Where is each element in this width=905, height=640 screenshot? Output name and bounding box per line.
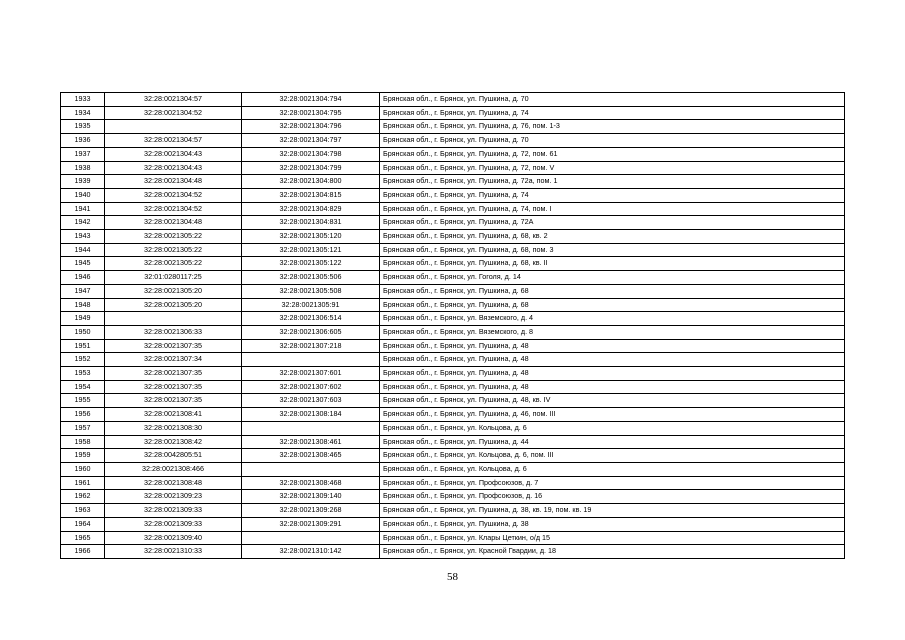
parcel-cadastral-number-cell: 32:28:0021307:35 bbox=[105, 367, 242, 381]
parcel-cadastral-number-cell: 32:28:0021308:30 bbox=[105, 421, 242, 435]
row-number-cell: 1953 bbox=[61, 367, 105, 381]
address-cell: Брянская обл., г. Брянск, ул. Пушкина, д. 46, пом. III bbox=[380, 408, 845, 422]
table-row bbox=[61, 421, 845, 435]
table-row bbox=[61, 408, 845, 422]
parcel-cadastral-number-cell: 32:28:0021309:40 bbox=[105, 531, 242, 545]
address-cell: Брянская обл., г. Брянск, ул. Пушкина, д. 68, кв. II bbox=[380, 257, 845, 271]
address-cell: Брянская обл., г. Брянск, ул. Пушкина, д. 72, пом. V bbox=[380, 161, 845, 175]
row-number-cell: 1943 bbox=[61, 230, 105, 244]
row-number-cell: 1935 bbox=[61, 120, 105, 134]
row-number-cell: 1936 bbox=[61, 134, 105, 148]
parcel-cadastral-number-cell: 32:28:0021307:35 bbox=[105, 394, 242, 408]
address-cell: Брянская обл., г. Брянск, ул. Вяземского, д. 4 bbox=[380, 312, 845, 326]
table-row bbox=[61, 339, 845, 353]
row-number-cell: 1963 bbox=[61, 504, 105, 518]
parcel-cadastral-number-cell: 32:28:0021305:20 bbox=[105, 298, 242, 312]
address-cell: Брянская обл., г. Брянск, ул. Пушкина, д. 38 bbox=[380, 517, 845, 531]
object-cadastral-number-cell: 32:28:0021305:506 bbox=[242, 271, 380, 285]
parcel-cadastral-number-cell: 32:28:0021304:57 bbox=[105, 134, 242, 148]
parcel-cadastral-number-cell: 32:28:0021309:23 bbox=[105, 490, 242, 504]
address-cell: Брянская обл., г. Брянск, ул. Пушкина, д. 48 bbox=[380, 339, 845, 353]
table-row bbox=[61, 312, 845, 326]
object-cadastral-number-cell: 32:28:0021307:218 bbox=[242, 339, 380, 353]
object-cadastral-number-cell: 32:28:0021304:795 bbox=[242, 106, 380, 120]
address-cell: Брянская обл., г. Брянск, ул. Вяземского, д. 8 bbox=[380, 325, 845, 339]
row-number-cell: 1952 bbox=[61, 353, 105, 367]
table-row bbox=[61, 298, 845, 312]
address-cell: Брянская обл., г. Брянск, ул. Пушкина, д. 74 bbox=[380, 188, 845, 202]
address-cell: Брянская обл., г. Брянск, ул. Пушкина, д. 48 bbox=[380, 367, 845, 381]
row-number-cell: 1937 bbox=[61, 147, 105, 161]
row-number-cell: 1960 bbox=[61, 462, 105, 476]
address-cell: Брянская обл., г. Брянск, ул. Пушкина, д. 72, пом. 61 bbox=[380, 147, 845, 161]
address-cell: Брянская обл., г. Брянск, ул. Пушкина, д. 74 bbox=[380, 106, 845, 120]
object-cadastral-number-cell: 32:28:0021304:799 bbox=[242, 161, 380, 175]
object-cadastral-number-cell: 32:28:0021304:800 bbox=[242, 175, 380, 189]
address-cell: Брянская обл., г. Брянск, ул. Гоголя, д. 14 bbox=[380, 271, 845, 285]
object-cadastral-number-cell: 32:28:0021304:798 bbox=[242, 147, 380, 161]
object-cadastral-number-cell: 32:28:0021306:514 bbox=[242, 312, 380, 326]
table-row bbox=[61, 476, 845, 490]
row-number-cell: 1939 bbox=[61, 175, 105, 189]
object-cadastral-number-cell bbox=[242, 462, 380, 476]
address-cell: Брянская обл., г. Брянск, ул. Пушкина, д. 68, кв. 2 bbox=[380, 230, 845, 244]
row-number-cell: 1934 bbox=[61, 106, 105, 120]
row-number-cell: 1949 bbox=[61, 312, 105, 326]
row-number-cell: 1958 bbox=[61, 435, 105, 449]
address-cell: Брянская обл., г. Брянск, ул. Кольцова, д. 6 bbox=[380, 462, 845, 476]
parcel-cadastral-number-cell: 32:28:0021309:33 bbox=[105, 517, 242, 531]
object-cadastral-number-cell: 32:28:0021307:603 bbox=[242, 394, 380, 408]
row-number-cell: 1940 bbox=[61, 188, 105, 202]
object-cadastral-number-cell bbox=[242, 353, 380, 367]
table-row bbox=[61, 325, 845, 339]
table-row bbox=[61, 380, 845, 394]
object-cadastral-number-cell: 32:28:0021308:461 bbox=[242, 435, 380, 449]
object-cadastral-number-cell: 32:28:0021304:796 bbox=[242, 120, 380, 134]
table-row bbox=[61, 504, 845, 518]
parcel-cadastral-number-cell: 32:28:0042805:51 bbox=[105, 449, 242, 463]
row-number-cell: 1938 bbox=[61, 161, 105, 175]
table-row bbox=[61, 271, 845, 285]
address-cell: Брянская обл., г. Брянск, ул. Пушкина, д. 48 bbox=[380, 353, 845, 367]
row-number-cell: 1964 bbox=[61, 517, 105, 531]
table-row bbox=[61, 106, 845, 120]
parcel-cadastral-number-cell: 32:28:0021304:52 bbox=[105, 106, 242, 120]
object-cadastral-number-cell: 32:28:0021308:184 bbox=[242, 408, 380, 422]
table-row bbox=[61, 188, 845, 202]
parcel-cadastral-number-cell: 32:28:0021306:33 bbox=[105, 325, 242, 339]
table-body bbox=[61, 93, 845, 559]
object-cadastral-number-cell: 32:28:0021304:794 bbox=[242, 93, 380, 107]
address-cell: Брянская обл., г. Брянск, ул. Красной Гвардии, д. 18 bbox=[380, 545, 845, 559]
table-row bbox=[61, 394, 845, 408]
row-number-cell: 1966 bbox=[61, 545, 105, 559]
row-number-cell: 1957 bbox=[61, 421, 105, 435]
address-cell: Брянская обл., г. Брянск, ул. Пушкина, д. 74, пом. I bbox=[380, 202, 845, 216]
table-row bbox=[61, 490, 845, 504]
row-number-cell: 1945 bbox=[61, 257, 105, 271]
parcel-cadastral-number-cell: 32:28:0021304:48 bbox=[105, 175, 242, 189]
address-cell: Брянская обл., г. Брянск, ул. Пушкина, д. 76, пом. 1-3 bbox=[380, 120, 845, 134]
property-registry-table bbox=[60, 92, 845, 559]
object-cadastral-number-cell: 32:28:0021305:121 bbox=[242, 243, 380, 257]
table-row bbox=[61, 120, 845, 134]
table-row bbox=[61, 202, 845, 216]
parcel-cadastral-number-cell: 32:28:0021307:34 bbox=[105, 353, 242, 367]
row-number-cell: 1965 bbox=[61, 531, 105, 545]
row-number-cell: 1933 bbox=[61, 93, 105, 107]
address-cell: Брянская обл., г. Брянск, ул. Пушкина, д. 48 bbox=[380, 380, 845, 394]
object-cadastral-number-cell: 32:28:0021308:468 bbox=[242, 476, 380, 490]
row-number-cell: 1954 bbox=[61, 380, 105, 394]
page-number: 58 bbox=[447, 571, 458, 583]
object-cadastral-number-cell: 32:28:0021305:120 bbox=[242, 230, 380, 244]
address-cell: Брянская обл., г. Брянск, ул. Пушкина, д. 68 bbox=[380, 284, 845, 298]
object-cadastral-number-cell: 32:28:0021305:508 bbox=[242, 284, 380, 298]
table-row bbox=[61, 462, 845, 476]
parcel-cadastral-number-cell: 32:01:0280117:25 bbox=[105, 271, 242, 285]
row-number-cell: 1947 bbox=[61, 284, 105, 298]
table-row bbox=[61, 243, 845, 257]
object-cadastral-number-cell bbox=[242, 531, 380, 545]
address-cell: Брянская обл., г. Брянск, ул. Пушкина, д. 72А bbox=[380, 216, 845, 230]
parcel-cadastral-number-cell: 32:28:0021304:57 bbox=[105, 93, 242, 107]
object-cadastral-number-cell: 32:28:0021306:605 bbox=[242, 325, 380, 339]
object-cadastral-number-cell: 32:28:0021307:602 bbox=[242, 380, 380, 394]
row-number-cell: 1942 bbox=[61, 216, 105, 230]
row-number-cell: 1946 bbox=[61, 271, 105, 285]
table-row bbox=[61, 545, 845, 559]
table-row bbox=[61, 147, 845, 161]
object-cadastral-number-cell: 32:28:0021305:91 bbox=[242, 298, 380, 312]
object-cadastral-number-cell: 32:28:0021310:142 bbox=[242, 545, 380, 559]
table-row bbox=[61, 216, 845, 230]
address-cell: Брянская обл., г. Брянск, ул. Пушкина, д. 70 bbox=[380, 93, 845, 107]
parcel-cadastral-number-cell bbox=[105, 312, 242, 326]
table-row bbox=[61, 353, 845, 367]
table-row bbox=[61, 284, 845, 298]
table-row bbox=[61, 134, 845, 148]
parcel-cadastral-number-cell: 32:28:0021307:35 bbox=[105, 339, 242, 353]
object-cadastral-number-cell: 32:28:0021304:831 bbox=[242, 216, 380, 230]
address-cell: Брянская обл., г. Брянск, ул. Пушкина, д. 48, кв. IV bbox=[380, 394, 845, 408]
parcel-cadastral-number-cell: 32:28:0021304:43 bbox=[105, 161, 242, 175]
address-cell: Брянская обл., г. Брянск, ул. Пушкина, д. 44 bbox=[380, 435, 845, 449]
table-row bbox=[61, 257, 845, 271]
parcel-cadastral-number-cell: 32:28:0021308:48 bbox=[105, 476, 242, 490]
row-number-cell: 1955 bbox=[61, 394, 105, 408]
table-row bbox=[61, 175, 845, 189]
object-cadastral-number-cell: 32:28:0021309:291 bbox=[242, 517, 380, 531]
row-number-cell: 1948 bbox=[61, 298, 105, 312]
row-number-cell: 1941 bbox=[61, 202, 105, 216]
object-cadastral-number-cell: 32:28:0021309:268 bbox=[242, 504, 380, 518]
address-cell: Брянская обл., г. Брянск, ул. Клары Цеткин, о/д 15 bbox=[380, 531, 845, 545]
address-cell: Брянская обл., г. Брянск, ул. Кольцова, д. 6, пом. III bbox=[380, 449, 845, 463]
table-row bbox=[61, 161, 845, 175]
parcel-cadastral-number-cell: 32:28:0021308:42 bbox=[105, 435, 242, 449]
address-cell: Брянская обл., г. Брянск, ул. Пушкина, д. 72а, пом. 1 bbox=[380, 175, 845, 189]
object-cadastral-number-cell: 32:28:0021304:829 bbox=[242, 202, 380, 216]
address-cell: Брянская обл., г. Брянск, ул. Профсоюзов, д. 16 bbox=[380, 490, 845, 504]
table-row bbox=[61, 449, 845, 463]
address-cell: Брянская обл., г. Брянск, ул. Кольцова, д. 6 bbox=[380, 421, 845, 435]
parcel-cadastral-number-cell: 32:28:0021305:22 bbox=[105, 243, 242, 257]
parcel-cadastral-number-cell: 32:28:0021309:33 bbox=[105, 504, 242, 518]
parcel-cadastral-number-cell: 32:28:0021305:22 bbox=[105, 230, 242, 244]
row-number-cell: 1961 bbox=[61, 476, 105, 490]
row-number-cell: 1950 bbox=[61, 325, 105, 339]
object-cadastral-number-cell: 32:28:0021305:122 bbox=[242, 257, 380, 271]
address-cell: Брянская обл., г. Брянск, ул. Пушкина, д. 38, кв. 19, пом. кв. 19 bbox=[380, 504, 845, 518]
address-cell: Брянская обл., г. Брянск, ул. Пушкина, д. 68 bbox=[380, 298, 845, 312]
parcel-cadastral-number-cell: 32:28:0021304:52 bbox=[105, 188, 242, 202]
table-row bbox=[61, 93, 845, 107]
parcel-cadastral-number-cell: 32:28:0021308:466 bbox=[105, 462, 242, 476]
row-number-cell: 1951 bbox=[61, 339, 105, 353]
object-cadastral-number-cell: 32:28:0021307:601 bbox=[242, 367, 380, 381]
table-row bbox=[61, 531, 845, 545]
address-cell: Брянская обл., г. Брянск, ул. Пушкина, д. 70 bbox=[380, 134, 845, 148]
table-row bbox=[61, 435, 845, 449]
parcel-cadastral-number-cell: 32:28:0021310:33 bbox=[105, 545, 242, 559]
parcel-cadastral-number-cell: 32:28:0021305:20 bbox=[105, 284, 242, 298]
table-row bbox=[61, 230, 845, 244]
row-number-cell: 1962 bbox=[61, 490, 105, 504]
table-row bbox=[61, 367, 845, 381]
address-cell: Брянская обл., г. Брянск, ул. Пушкина, д. 68, пом. 3 bbox=[380, 243, 845, 257]
parcel-cadastral-number-cell: 32:28:0021304:48 bbox=[105, 216, 242, 230]
parcel-cadastral-number-cell: 32:28:0021305:22 bbox=[105, 257, 242, 271]
row-number-cell: 1956 bbox=[61, 408, 105, 422]
parcel-cadastral-number-cell: 32:28:0021304:43 bbox=[105, 147, 242, 161]
address-cell: Брянская обл., г. Брянск, ул. Профсоюзов, д. 7 bbox=[380, 476, 845, 490]
parcel-cadastral-number-cell: 32:28:0021307:35 bbox=[105, 380, 242, 394]
parcel-cadastral-number-cell bbox=[105, 120, 242, 134]
table-row bbox=[61, 517, 845, 531]
object-cadastral-number-cell: 32:28:0021308:465 bbox=[242, 449, 380, 463]
row-number-cell: 1959 bbox=[61, 449, 105, 463]
object-cadastral-number-cell bbox=[242, 421, 380, 435]
parcel-cadastral-number-cell: 32:28:0021304:52 bbox=[105, 202, 242, 216]
object-cadastral-number-cell: 32:28:0021309:140 bbox=[242, 490, 380, 504]
object-cadastral-number-cell: 32:28:0021304:797 bbox=[242, 134, 380, 148]
row-number-cell: 1944 bbox=[61, 243, 105, 257]
object-cadastral-number-cell: 32:28:0021304:815 bbox=[242, 188, 380, 202]
parcel-cadastral-number-cell: 32:28:0021308:41 bbox=[105, 408, 242, 422]
